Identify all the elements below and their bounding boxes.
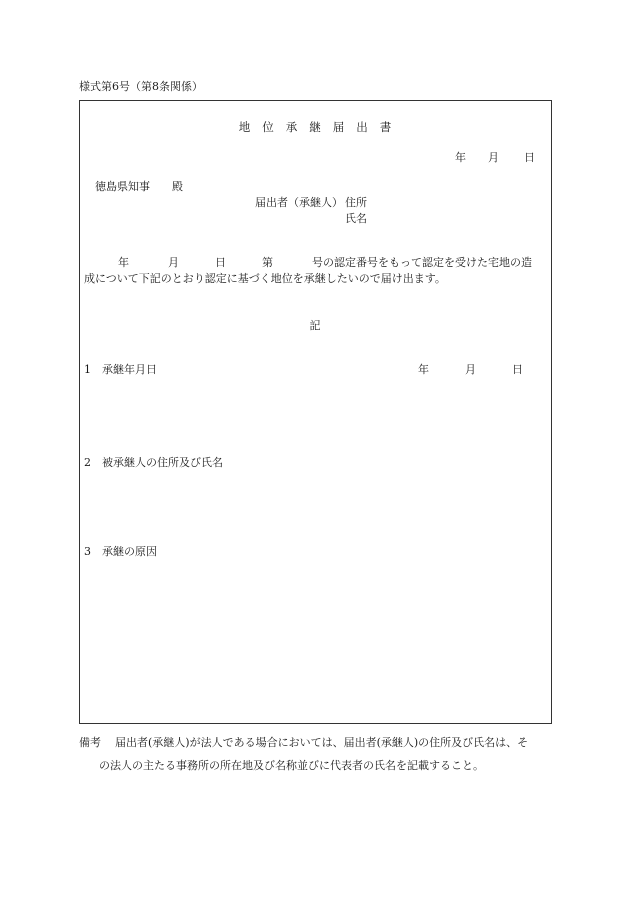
item-predecessor	[84, 457, 223, 468]
title-char: 届	[332, 120, 345, 134]
notifier-label: 届出者（承継人）	[255, 196, 343, 209]
title-char: 出	[356, 120, 368, 134]
remarks-text-1: 届出者(承継人)が法人である場合においては、届出者(承継人)の住所及び氏名は、そ	[115, 736, 529, 749]
address-label: 住所	[345, 196, 367, 209]
remarks-label: 備考	[79, 736, 101, 749]
body-month-label: 月	[168, 256, 179, 269]
item1-year-label: 年	[418, 363, 429, 376]
item1-day-label: 日	[512, 363, 523, 376]
title-char: 地	[238, 120, 251, 134]
addressee: 徳島県知事 殿	[95, 180, 183, 193]
ki-heading: 記	[309, 319, 321, 332]
title-char: 継	[309, 120, 321, 134]
date-day-label: 日	[524, 151, 535, 164]
item-cause	[84, 546, 157, 557]
item-number: 2	[84, 456, 91, 469]
title-char: 承	[285, 120, 298, 134]
item-number: 3	[84, 545, 91, 558]
title-char: 書	[379, 120, 392, 134]
body-line1: 号の認定番号をもって認定を受けた宅地の造	[312, 256, 532, 269]
remarks-text-2: の法人の主たる事務所の所在地及び名称並びに代表者の氏名を記載すること。	[99, 759, 484, 772]
body-year-label: 年	[118, 256, 129, 269]
body-line2: 成について下記のとおり認定に基づく地位を承継したいので届け出ます。	[84, 272, 446, 285]
item-number: 1	[84, 363, 91, 376]
title-char: 位	[262, 120, 274, 134]
form-title	[0, 122, 630, 134]
body-day-label: 日	[215, 256, 226, 269]
form-number-label: 様式第6号（第8条関係）	[79, 80, 203, 93]
remarks-line1	[79, 737, 528, 748]
form-frame	[79, 100, 552, 724]
item-label: 承継年月日	[102, 363, 157, 376]
name-label: 氏名	[345, 212, 367, 225]
date-month-label: 月	[488, 151, 499, 164]
item-label: 被承継人の住所及び氏名	[102, 456, 223, 469]
item1-month-label: 月	[465, 363, 476, 376]
body-number-prefix: 第	[262, 256, 273, 269]
item-label: 承継の原因	[102, 545, 157, 558]
date-year-label: 年	[455, 151, 466, 164]
item-succession-date	[84, 364, 157, 375]
